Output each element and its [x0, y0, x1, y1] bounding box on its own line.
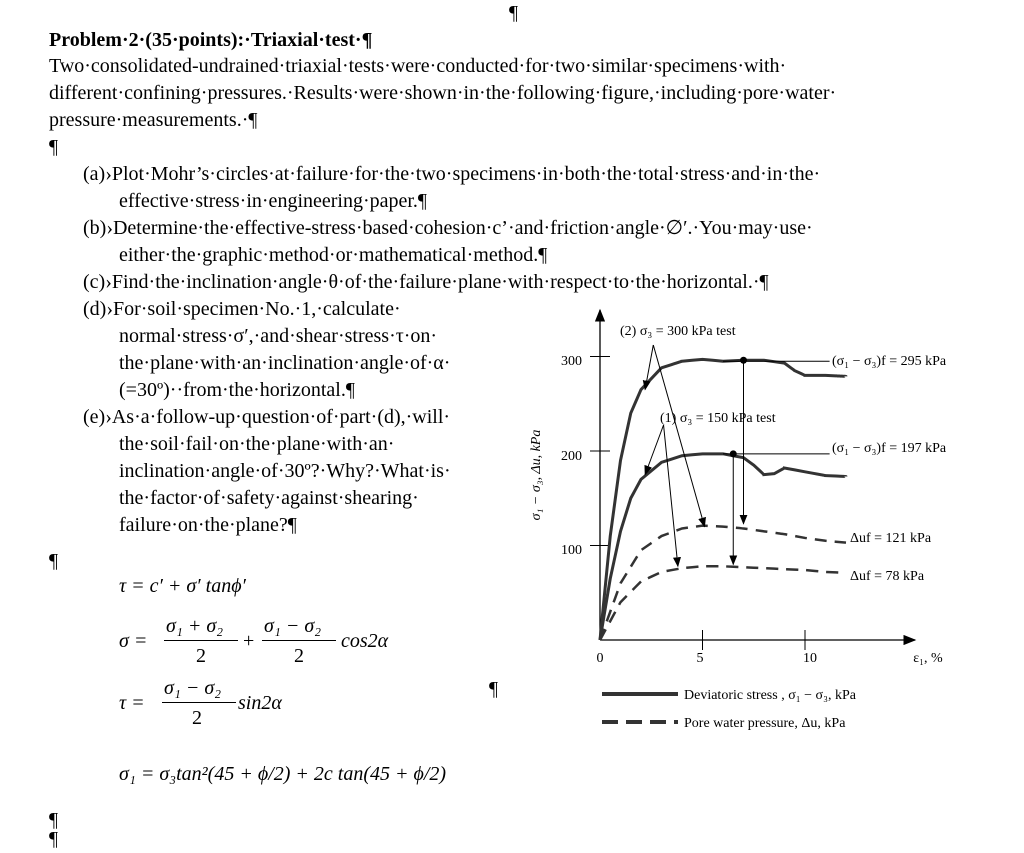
question-e-line-2: the·soil·fail·on·the·plane·with·an·	[119, 433, 395, 455]
equation-sigma-fracbar-2	[262, 640, 336, 641]
equation-sigma-num2: σ₁ − σ₂	[264, 615, 322, 637]
question-d-line-4: (=30º)··from·the·horizontal.¶	[119, 379, 355, 401]
question-e-line-3: inclination·angle·of·30º?·Why?·What·is·	[119, 460, 451, 482]
leader-test-1-pore	[664, 425, 678, 566]
series-line-2	[600, 454, 846, 640]
top-pilcrow: ¶	[509, 2, 519, 24]
problem-title: Problem·2·(35·points):·Triaxial·test·¶	[49, 29, 373, 51]
y-tick-label-300: 300	[561, 354, 582, 369]
triaxial-test-chart	[520, 300, 1000, 740]
annotation-test-1: (1) σ₃ = 150 kPa test	[660, 411, 776, 426]
equation-pilcrow: ¶	[489, 678, 499, 700]
question-e-line-1: (e)›As·a·follow-up·question·of·part·(d),·will·	[83, 406, 451, 428]
series-line-3	[600, 526, 846, 640]
question-b-line-1: (b)›Determine·the·effective-stress·based·cohesion·c’·and·friction·angle·∅′.·You·may·use·	[83, 217, 813, 239]
annotation-pore-1: Δuf = 78 kPa	[850, 569, 925, 584]
question-d-line-3: the·plane·with·an·inclination·angle·of·α·	[119, 352, 451, 374]
annotation-pore-2: Δuf = 121 kPa	[850, 531, 932, 546]
equation-sigma-plus: +	[243, 630, 255, 652]
leader-test-2-pore	[653, 345, 704, 527]
question-a-line-1: (a)›Plot·Mohr’s·circles·at·failure·for·the·two·specimens·in·both·the·total·stress·and·in·the·	[83, 163, 821, 185]
equation-sigma-cos: cos2α	[341, 630, 389, 652]
question-a-line-2: effective·stress·in·engineering·paper.¶	[119, 190, 427, 212]
x-axis-label: ε₁, %	[913, 651, 943, 666]
x-tick-label-0: 0	[596, 651, 604, 666]
question-e-line-5: failure·on·the·plane?¶	[119, 514, 297, 536]
y-axis-label: σ₁ − σ₃, Δu, kPa	[529, 429, 544, 521]
y-tick-label-100: 100	[561, 543, 582, 558]
question-d-line-2: normal·stress·σ′,·and·shear·stress·τ·on·	[119, 325, 438, 347]
equation-tau-sin: sin2α	[238, 692, 282, 714]
x-tick-label-10: 10	[803, 651, 817, 666]
equation-tau-fracbar	[162, 702, 236, 703]
intro-line-2: different·confining·pressures.·Results·were·shown·in·the·following·figure,·including·pore·water·	[49, 82, 837, 104]
equation-tau-den: 2	[192, 707, 202, 729]
bottom-pilcrow-2: ¶	[49, 828, 59, 850]
annotation-deviator-2: (σ₁ − σ₃)f = 295 kPa	[832, 354, 947, 369]
legend-pore: Pore water pressure, Δu, kPa	[684, 716, 846, 731]
intro-line-1: Two·consolidated-undrained·triaxial·tests·were·conducted·for·two·similar·specimens·with·	[49, 55, 787, 77]
empty-paragraph: ¶	[49, 136, 59, 158]
question-d-line-1: (d)›For·soil·specimen·No.·1,·calculate·	[83, 298, 401, 320]
left-pilcrow: ¶	[49, 550, 59, 572]
equation-sigma-num1: σ₁ + σ₂	[166, 615, 224, 637]
equation-sigma-lhs: σ =	[119, 630, 148, 652]
bottom-pilcrow-1: ¶	[49, 809, 59, 831]
question-b-line-2: either·the·graphic·method·or·mathematical·method.¶	[119, 244, 548, 266]
equation-sigma-den2: 2	[294, 645, 304, 667]
x-tick-label-5: 5	[696, 651, 704, 666]
annotation-deviator-1: (σ₁ − σ₃)f = 197 kPa	[832, 441, 947, 456]
series-line-4	[600, 566, 846, 640]
y-tick-label-200: 200	[561, 449, 582, 464]
legend-deviatoric: Deviatoric stress , σ₁ − σ₃, kPa	[684, 688, 856, 703]
equation-tau-lhs: τ =	[119, 692, 145, 714]
equation-sigma-den1: 2	[196, 645, 206, 667]
question-c: (c)›Find·the·inclination·angle·θ·of·the·failure·plane·with·respect·to·the·horizontal.·¶	[83, 271, 769, 293]
annotation-test-2: (2) σ₃ = 300 kPa test	[620, 324, 736, 339]
intro-line-3: pressure·measurements.·¶	[49, 109, 258, 131]
series-line-1	[600, 359, 846, 640]
equation-sigma1: σ₁ = σ₃tan²(45 + ϕ/2) + 2c tan(45 + ϕ/2)	[119, 763, 447, 785]
equation-mohr-coulomb: τ = c′ + σ′ tanϕ′	[119, 575, 246, 597]
equation-sigma-fracbar-1	[164, 640, 238, 641]
question-e-line-4: the·factor·of·safety·against·shearing·	[119, 487, 419, 509]
equation-tau-num: σ₁ − σ₂	[164, 677, 222, 699]
